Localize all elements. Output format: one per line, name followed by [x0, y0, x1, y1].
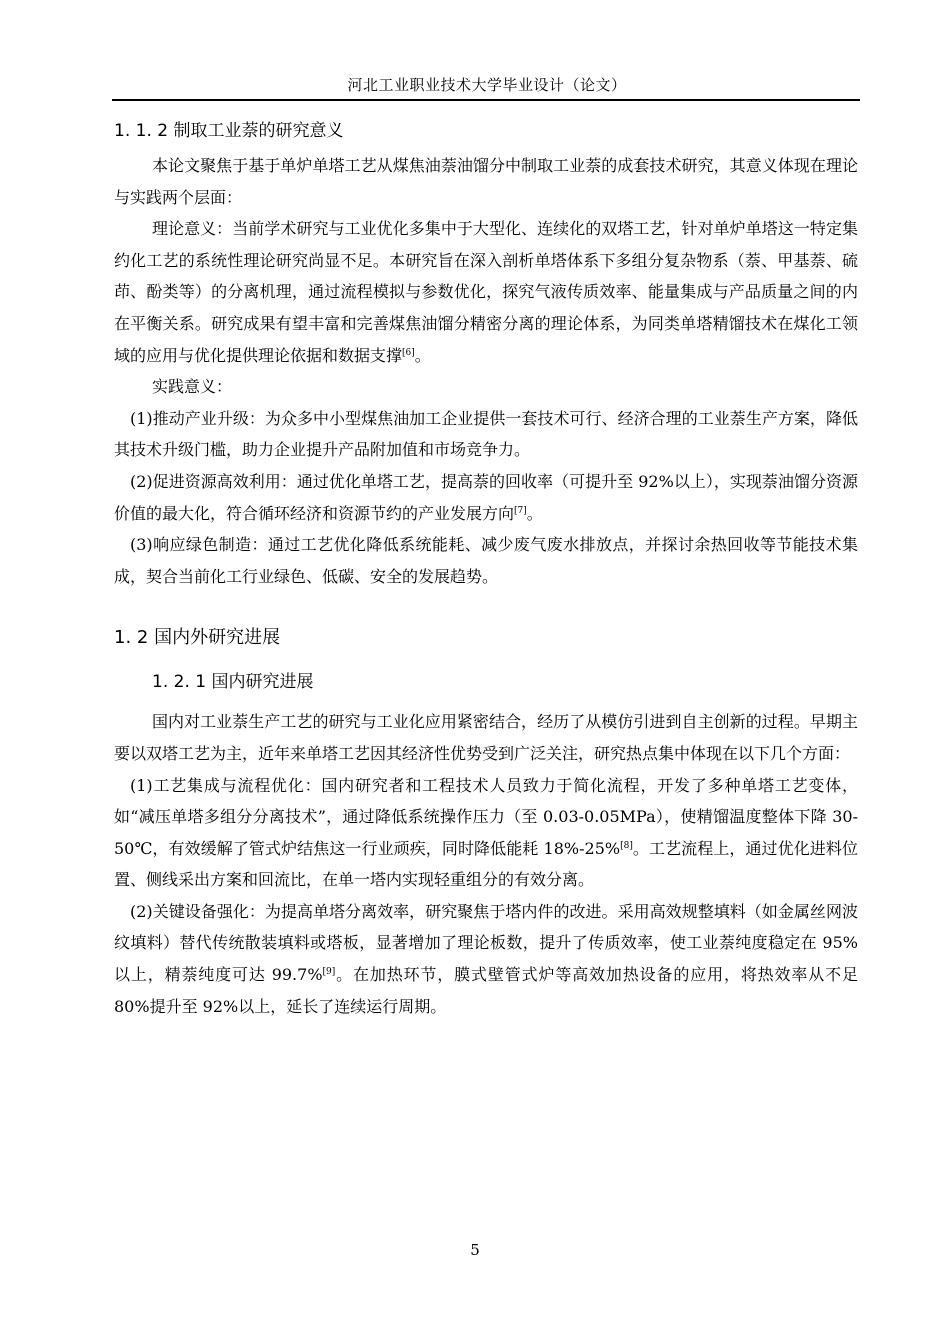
domestic-item-2-text: (2)关键设备强化：为提高单塔分离效率，研究聚焦于塔内件的改进。采用高效规整填料（如金属丝网波纹填料）替代传统散装填料或塔板，显著增加了理论板数，提升了传质效率，使工业萘纯度稳定在 95%以上，精萘纯度可达 99.7% [114, 901, 858, 985]
domestic-item-1-rest: 。工艺流程上，通过优化进料位置、侧线采出方案和回流比，在单一塔内实现轻重组分的有效分离。 [114, 838, 858, 890]
practice-item-1: (1)推动产业升级：为众多中小型煤焦油加工企业提供一套技术可行、经济合理的工业萘生产方案，降低其技术升级门槛，助力企业提升产品附加值和市场竞争力。 [114, 408, 858, 460]
page-number: 5 [470, 1241, 480, 1259]
paragraph-domestic-intro: 国内对工业萘生产工艺的研究与工业化应用紧密结合，经历了从模仿引进到自主创新的过程。早期主要以双塔工艺为主，近年来单塔工艺因其经济性优势受到广泛关注，研究热点集中体现在以下几个方面： [114, 712, 858, 763]
header-rule [112, 99, 860, 101]
domestic-item-1 [114, 770, 858, 896]
section-heading-1-2: 1. 2 国内外研究进展 [114, 627, 281, 649]
practice-item-3: (3)响应绿色制造：通过工艺优化降低系统能耗、减少废气废水排放点，并探讨余热回收等节能技术集成，契合当前化工行业绿色、低碳、安全的发展趋势。 [114, 535, 858, 586]
theory-text: 理论意义：当前学术研究与工业优化多集中于大型化、连续化的双塔工艺，针对单炉单塔这一特定集约化工艺的系统性理论研究尚显不足。本研究旨在深入剖析单塔体系下多组分复杂物系（萘、甲基萘、硫茚、酚类等）的分离机理，通过流程模拟与参数优化，探究气液传质效率、能量集成与产品质量之间的内在平衡关系。研究成果有望丰富和完善煤焦油馏分精密分离的理论体系，为同类单塔精馏技术在煤化工领域的应用与优化提供理论依据和数据支撑 [114, 219, 858, 365]
section-heading-1-2-1: 1. 2. 1 国内研究进展 [152, 672, 314, 693]
paragraph-practice-label: 实践意义： [152, 377, 233, 397]
domestic-item-1-text: (1)工艺集成与流程优化：国内研究者和工程技术人员致力于简化流程，开发了多种单塔工艺变体，如“减压单塔多组分分离技术”，通过降低系统操作压力（至 0.03-0.05MPa），使精馏温度整体下降 30-50℃，有效缓解了管式炉结焦这一行业顽疾，同时降低能耗 18%-25% [114, 775, 858, 858]
practice-item-2-end: 。 [526, 503, 543, 523]
paragraph-theory [114, 213, 858, 371]
practice-item-2 [114, 466, 858, 529]
section-heading-1-1-2: 1. 1. 2 制取工业萘的研究意义 [114, 121, 344, 141]
citation-9[interactable]: [9] [322, 967, 336, 978]
practice-item-2-text: (2)促进资源高效利用：通过优化单塔工艺，提高萘的回收率（可提升至 92%以上），实现萘油馏分资源价值的最大化，符合循环经济和资源节约的产业发展方向 [114, 471, 858, 523]
domestic-item-2 [114, 896, 858, 1022]
citation-7[interactable]: [7] [514, 505, 527, 516]
paragraph-intro: 本论文聚焦于基于单炉单塔工艺从煤焦油萘油馏分中制取工业萘的成套技术研究，其意义体现在理论与实践两个层面： [114, 156, 858, 207]
theory-end: 。 [414, 345, 431, 365]
domestic-item-2-rest: 。在加热环节，膜式壁管式炉等高效加热设备的应用，将热效率从不足 80%提升至 92%以上，延长了连续运行周期。 [114, 965, 858, 1016]
page-body [114, 112, 858, 1022]
citation-8[interactable]: [8] [620, 840, 633, 851]
running-header: 河北工业职业技术大学毕业设计（论文） [347, 76, 627, 94]
citation-6[interactable]: [6] [402, 347, 415, 358]
